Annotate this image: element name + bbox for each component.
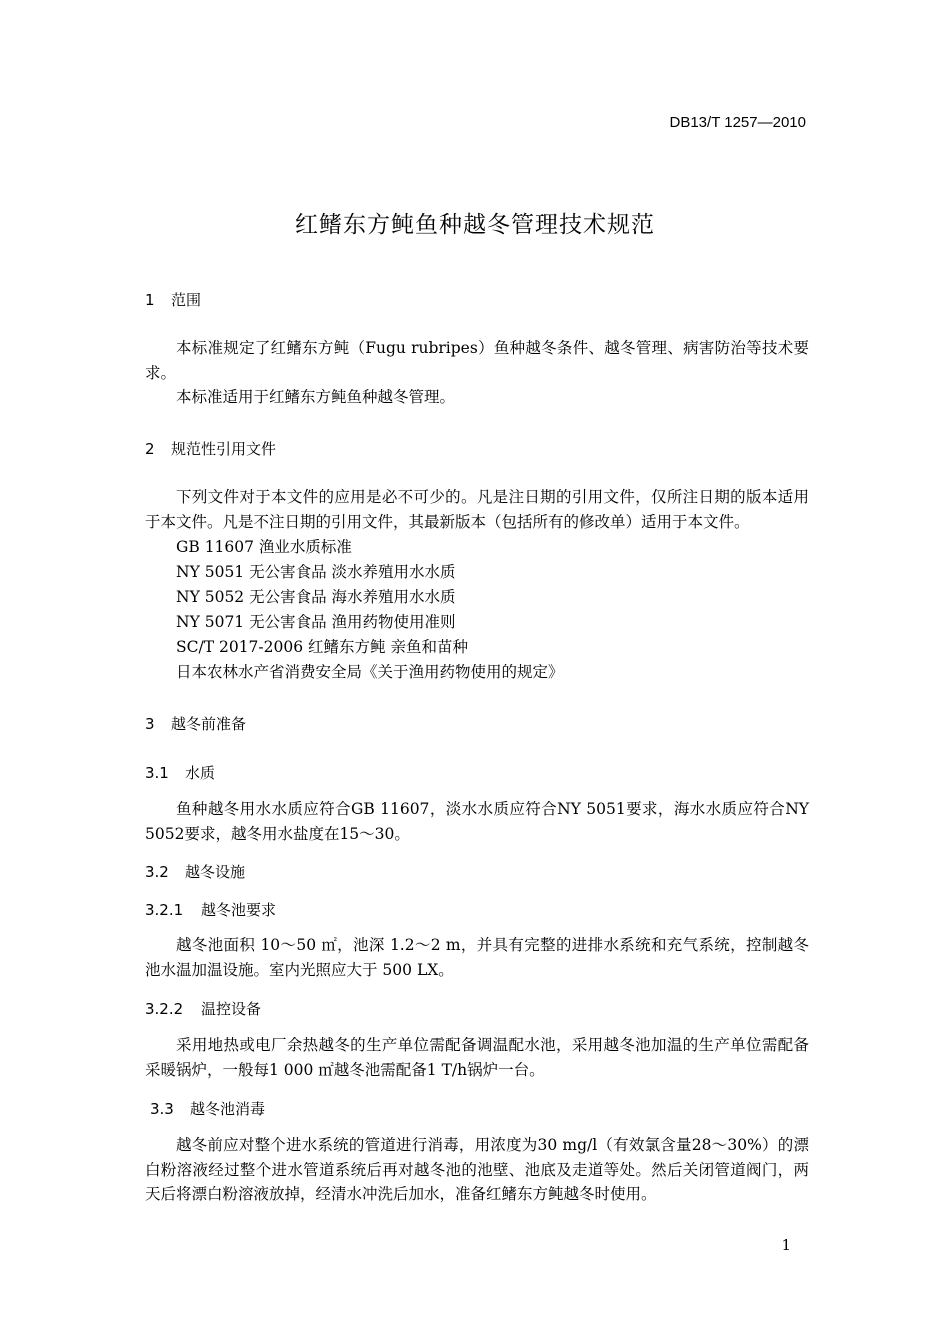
section-number: 3.2.2 bbox=[145, 1000, 184, 1018]
section-2-heading bbox=[145, 438, 276, 459]
reference-item: GB 11607 渔业水质标准 bbox=[176, 538, 352, 556]
section-3-3-paragraph: 越冬前应对整个进水系统的管道进行消毒，用浓度为30 mg/l（有效氯含量28～30%）的漂白粉溶液经过整个进水管道系统后再对越冬池的池壁、池底及走道等处。然后关闭管道阀门，两天后将漂白粉溶液放掉，经清水冲洗后加水，准备红鳍东方鲀越冬时使用。 bbox=[145, 1136, 809, 1203]
section-title: 温控设备 bbox=[201, 1000, 262, 1018]
section-title: 水质 bbox=[185, 764, 216, 782]
section-title: 范围 bbox=[171, 291, 202, 309]
section-title: 越冬设施 bbox=[185, 863, 246, 881]
section-1-paragraph-2: 本标准适用于红鳍东方鲀鱼种越冬管理。 bbox=[176, 388, 456, 406]
reference-item: SC/T 2017-2006 红鳍东方鲀 亲鱼和苗种 bbox=[176, 638, 468, 656]
section-number: 3.3 bbox=[150, 1100, 174, 1118]
section-number: 2 bbox=[145, 440, 155, 458]
section-3-heading bbox=[145, 713, 246, 734]
section-2-paragraph-1: 下列文件对于本文件的应用是必不可少的。凡是注日期的引用文件，仅所注日期的版本适用于本文件。凡是不注日期的引用文件，其最新版本（包括所有的修改单）适用于本文件。 bbox=[145, 488, 809, 531]
section-1-heading bbox=[145, 289, 201, 310]
section-number: 1 bbox=[145, 291, 155, 309]
section-title: 越冬池消毒 bbox=[190, 1100, 266, 1118]
reference-item: NY 5052 无公害食品 海水养殖用水水质 bbox=[176, 588, 456, 606]
section-3-2-1-heading bbox=[145, 899, 276, 920]
section-title: 规范性引用文件 bbox=[171, 440, 277, 458]
section-3-3-heading bbox=[150, 1098, 265, 1119]
reference-item: NY 5051 无公害食品 淡水养殖用水水质 bbox=[176, 563, 456, 581]
section-number: 3.1 bbox=[145, 764, 169, 782]
page-number: 1 bbox=[781, 1236, 791, 1254]
standard-code: DB13/T 1257—2010 bbox=[669, 114, 806, 131]
reference-item: NY 5071 无公害食品 渔用药物使用准则 bbox=[176, 613, 456, 631]
section-3-1-paragraph: 鱼种越冬用水水质应符合GB 11607，淡水水质应符合NY 5051要求，海水水质应符合NY 5052要求，越冬用水盐度在15～30。 bbox=[145, 800, 809, 843]
section-number: 3 bbox=[145, 715, 155, 733]
section-3-2-1-paragraph: 越冬池面积 10～50 ㎡，池深 1.2～2 m，并具有完整的进排水系统和充气系统，控制越冬池水温加温设施。室内光照应大于 500 LX。 bbox=[145, 936, 809, 979]
section-3-1-heading bbox=[145, 762, 215, 783]
section-3-2-2-heading bbox=[145, 998, 261, 1019]
section-3-2-2-paragraph: 采用地热或电厂余热越冬的生产单位需配备调温配水池，采用越冬池加温的生产单位需配备采暖锅炉，一般每1 000 ㎡越冬池需配备1 T/h锅炉一台。 bbox=[145, 1036, 809, 1079]
section-number: 3.2.1 bbox=[145, 901, 184, 919]
section-3-2-heading bbox=[145, 861, 245, 882]
section-1-paragraph-1: 本标准规定了红鳍东方鲀（Fugu rubripes）鱼种越冬条件、越冬管理、病害防治等技术要求。 bbox=[145, 339, 809, 382]
section-title: 越冬池要求 bbox=[201, 901, 277, 919]
document-title: 红鳍东方鲀鱼种越冬管理技术规范 bbox=[295, 212, 655, 238]
reference-item: 日本农林水产省消费安全局《关于渔用药物使用的规定》 bbox=[176, 663, 564, 681]
section-number: 3.2 bbox=[145, 863, 169, 881]
section-title: 越冬前准备 bbox=[171, 715, 247, 733]
